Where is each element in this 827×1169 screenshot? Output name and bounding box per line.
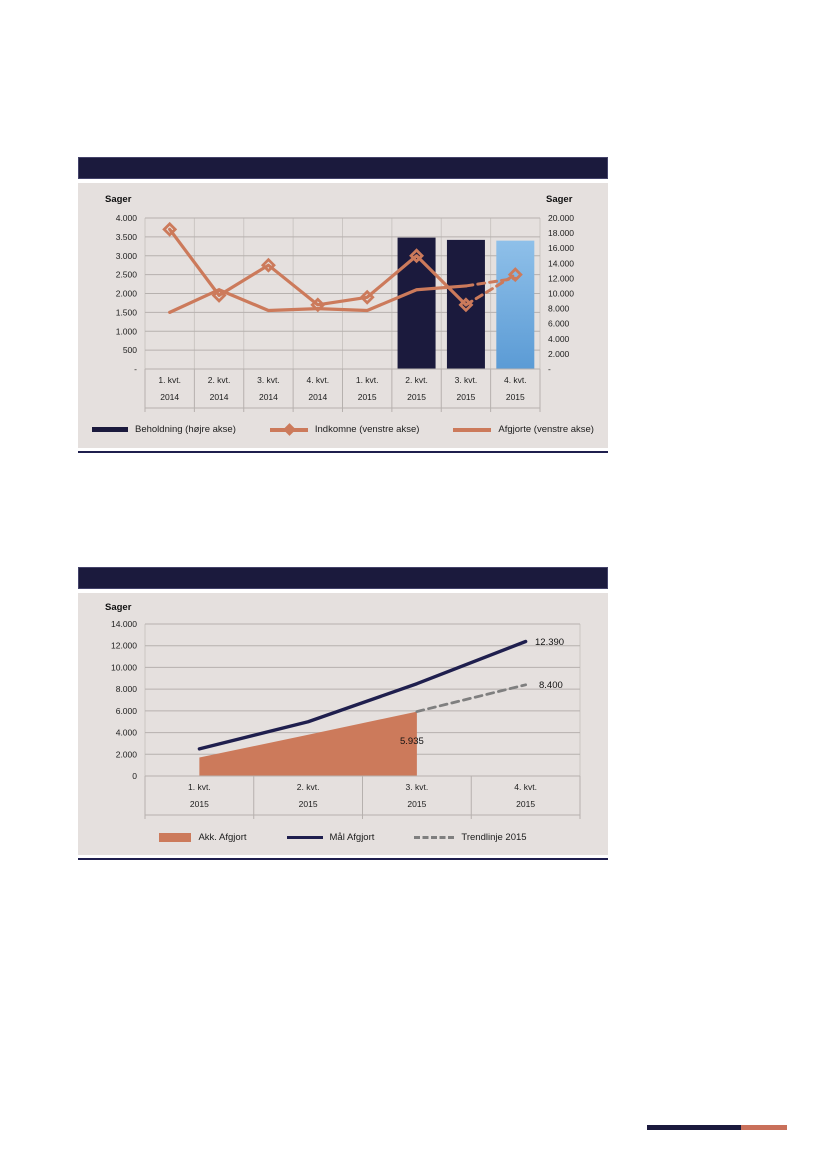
chart1-body — [78, 183, 608, 448]
chart2-canvas — [78, 593, 608, 821]
svg-text:3.500: 3.500 — [115, 231, 137, 242]
afgjorte-swatch-icon — [453, 428, 491, 432]
annotation-maal-afgjort: 12.390 — [535, 637, 565, 648]
svg-text:20.000: 20.000 — [548, 213, 574, 223]
svg-text:2014: 2014 — [160, 392, 180, 402]
trendlinje-swatch-icon — [414, 836, 454, 839]
legend-item-trendlinje — [414, 832, 526, 843]
chart1-legend — [78, 424, 608, 435]
legend-label: Beholdning (højre akse) — [135, 424, 236, 435]
legend-label: Indkomne (venstre akse) — [314, 424, 420, 435]
footer-orange-bar — [741, 1125, 787, 1130]
chart1-left-axis-title: Sager — [105, 194, 132, 205]
svg-text:-: - — [134, 364, 137, 374]
svg-text:16.000: 16.000 — [548, 243, 574, 254]
svg-text:1. kvt.: 1. kvt. — [158, 375, 182, 385]
chart1-header-bar — [78, 157, 608, 179]
svg-text:3.000: 3.000 — [115, 250, 137, 261]
svg-text:10.000: 10.000 — [111, 662, 137, 673]
svg-text:6.000: 6.000 — [115, 705, 137, 716]
legend-label: Mål Afgjort — [329, 832, 375, 843]
indkomne-swatch-icon — [270, 428, 308, 432]
svg-text:2014: 2014 — [308, 392, 328, 402]
svg-text:8.000: 8.000 — [548, 303, 570, 314]
svg-text:1. kvt.: 1. kvt. — [188, 782, 211, 792]
chart2-body — [78, 593, 608, 855]
svg-text:1.000: 1.000 — [115, 326, 137, 337]
chart2-axis-title: Sager — [105, 602, 132, 613]
maal-afgjort-swatch-icon — [287, 836, 323, 839]
svg-text:2.500: 2.500 — [115, 269, 137, 280]
svg-text:0: 0 — [132, 771, 137, 781]
svg-text:3. kvt.: 3. kvt. — [454, 375, 478, 385]
chart-panel-beholdning — [78, 157, 608, 455]
svg-text:4. kvt.: 4. kvt. — [503, 375, 527, 385]
svg-text:6.000: 6.000 — [548, 318, 570, 329]
svg-text:4.000: 4.000 — [115, 727, 137, 738]
svg-text:2. kvt.: 2. kvt. — [207, 375, 231, 385]
svg-text:14.000: 14.000 — [111, 619, 137, 629]
annotation-akk-afgjort: 5.935 — [400, 736, 424, 747]
legend-item-maal-afgjort — [287, 832, 375, 843]
svg-text:1. kvt.: 1. kvt. — [355, 375, 379, 385]
footer-navy-bar — [647, 1125, 741, 1130]
svg-text:500: 500 — [122, 345, 137, 356]
svg-text:1.500: 1.500 — [115, 307, 137, 318]
svg-text:2. kvt.: 2. kvt. — [405, 375, 428, 385]
annotation-trendlinje: 8.400 — [539, 680, 563, 691]
legend-item-beholdning — [92, 424, 236, 435]
diamond-marker-icon — [283, 423, 296, 436]
svg-text:8.000: 8.000 — [115, 684, 137, 695]
svg-text:12.000: 12.000 — [111, 640, 137, 651]
svg-text:18.000: 18.000 — [548, 228, 574, 239]
svg-text:12.000: 12.000 — [548, 273, 574, 284]
svg-text:4. kvt.: 4. kvt. — [514, 782, 537, 792]
svg-text:2014: 2014 — [209, 392, 229, 402]
legend-item-indkomne — [270, 424, 420, 435]
svg-text:10.000: 10.000 — [548, 288, 574, 299]
svg-text:2015: 2015 — [189, 799, 209, 809]
beholdning-swatch-icon — [92, 427, 128, 432]
svg-text:2.000: 2.000 — [548, 348, 570, 359]
svg-text:2015: 2015 — [516, 799, 536, 809]
chart1-right-axis-title: Sager — [546, 194, 573, 205]
legend-label: Akk. Afgjort — [198, 832, 247, 843]
legend-item-afgjorte — [453, 424, 594, 435]
svg-text:3. kvt.: 3. kvt. — [257, 375, 280, 385]
svg-text:4.000: 4.000 — [548, 333, 570, 344]
legend-label: Trendlinje 2015 — [461, 832, 527, 843]
svg-text:2015: 2015 — [357, 392, 377, 402]
svg-text:2015: 2015 — [505, 392, 525, 402]
svg-text:4. kvt.: 4. kvt. — [306, 375, 330, 385]
legend-item-akk-afgjort — [159, 832, 246, 843]
svg-text:2014: 2014 — [258, 392, 278, 402]
svg-text:4.000: 4.000 — [115, 213, 137, 223]
svg-text:14.000: 14.000 — [548, 258, 574, 269]
svg-text:-: - — [548, 364, 551, 374]
svg-text:2015: 2015 — [407, 392, 427, 402]
svg-text:2.000: 2.000 — [115, 749, 137, 760]
legend-label: Afgjorte (venstre akse) — [498, 424, 594, 435]
svg-text:2.000: 2.000 — [115, 288, 137, 299]
svg-text:2015: 2015 — [298, 799, 318, 809]
svg-text:2015: 2015 — [407, 799, 427, 809]
chart2-bottom-rule — [78, 858, 608, 860]
chart1-canvas — [78, 183, 608, 415]
svg-text:2. kvt.: 2. kvt. — [296, 782, 320, 792]
akk-afgjort-swatch-icon — [159, 833, 191, 842]
chart2-header-bar — [78, 567, 608, 589]
svg-text:2015: 2015 — [456, 392, 476, 402]
chart2-legend — [78, 832, 608, 843]
chart1-bottom-rule — [78, 451, 608, 453]
chart-panel-akk-afgjort — [78, 567, 608, 865]
svg-text:3. kvt.: 3. kvt. — [405, 782, 429, 792]
